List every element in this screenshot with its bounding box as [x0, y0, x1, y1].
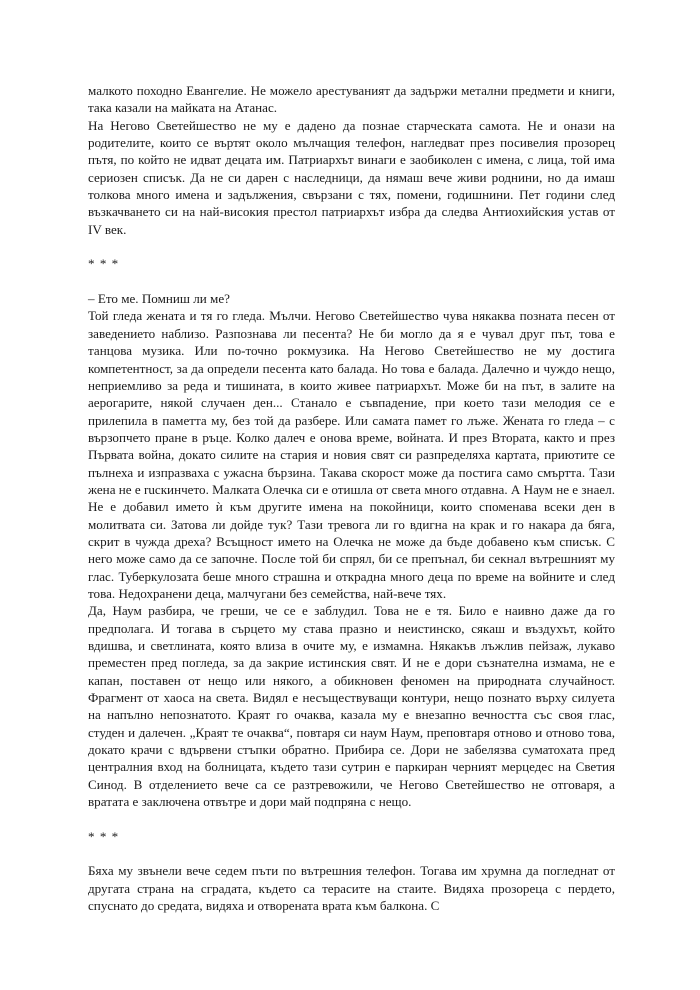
paragraph: Бяха му звънели вече седем пъти по вътрешния телефон. Тогава им хрумна да погледнат от другата страна на сградата, където са терасите на стаите. Видяха прозореца с пердето, спуснато до средата, видяха и отворената врата към балкона. С: [88, 863, 615, 914]
section-separator: * * *: [88, 828, 120, 844]
paragraph: – Ето ме. Помниш ли ме?: [88, 291, 230, 307]
section-separator: * * *: [88, 256, 120, 272]
paragraph: Той гледа жената и тя го гледа. Мълчи. Негово Светейшество чува някаква позната песен от заведението наблизо. Разпознава ли песента? Не би могло да я е чувал друг път, това е танцова музика. Или по-точно рокмузика. На Негово Светейшество не му достига компетентност, за да определи песента като балада. Но това е балада. Далечно и чуждо нещо, неприемливо за реда и тишината, в които живее патриархът. Може би на път, в залите на аерогарите, някой случаен ден... Станало е съвпадение, при което тази мелодия се е прилепила в паметта му, без той да разбере. Или самата памет го лъже. Жената го гледа – с вързопчето пране в ръце. Колко далеч е онова време, войната. И през Втората, както и през Първата война, докато силите на стария и новия свят си разпределяха картата, приютите се пълнеха и изпразваха с ужасна бързина. Такава скорост може да постига само смъртта. Тази жена не е ruскинчето. Малката Олечка си е отишла от света много отдавна. А Наум не е знаел. Не е добавил името ѝ към другите имена на покойници, които споменава всеки ден в молитвата си. Затова ли дойде тук? Тази тревога ли го вдигна на крак и го накара да бяга, скрит в чужда дреха? Всъщност името на Олечка не може да бъде добавено към списък. С него може само да се започне. После той би спрял, би се препънал, би секнал вътрешният му глас. Туберкулозата беше много страшна и открадна много деца по време на войните и след това. Недохранени деца, малчугани без семейства, най-вече тях.: [88, 308, 615, 601]
paragraph: малкото походно Евангелие. Не можело арестуваният да задържи метални предмети и книги, така казали на майката на Атанас.: [88, 83, 615, 116]
document-page: [88, 82, 615, 915]
blank-line: [88, 238, 615, 255]
paragraph: На Негово Светейшество не му е дадено да познае старческата самота. Не и онази на родителите, които се въртят около мълчащия телефон, нагледват през посивелия прозорец пътя, по който не идват децата им. Патриархът винаги е заобиколен с имена, с лица, той има сериозен списък. Да не си дарен с наследници, да нямаш вече живи роднини, но да имаш толкова много имена и задължения, свързани с тях, помени, годишнини. Пет години след възкачването си на най-високия престол патриархът избра да следва Антиохийския устав от IV век.: [88, 117, 615, 237]
blank-line: [88, 845, 615, 862]
paragraph: Да, Наум разбира, че греши, че се е заблудил. Това не е тя. Било е наивно даже да го предполага. И тогава в сърцето му става празно и неистинско, сякаш и въздухът, който вдишва, и светлината, която влиза в очите му, е измамна. Някакъв лъжлив пейзаж, лукаво преместен пред погледа, за да закрие истинския свят. И не е дори съзнателна измама, не е капан, поставен от нещо или някого, а обикновен феномен на природната случайност. Фрагмент от хаоса на света. Видял е несъществуващи контури, нещо познато върху силуета на напълно непознатото. Краят го очаква, казала му е внезапно вечността със своя глас, студен и далечен. „Краят те очаква“, повтаря си наум Наум, преповтаря отново и отново това, докато крачи с вдървени стъпки обратно. Прибира се. Дори не забелязва суматохата пред централния вход на болницата, където тази сутрин е паркиран черният мерцедес на Светия Синод. В отделението вече са се разтревожили, че Негово Светейшество не отговаря, а вратата е заключена отвътре и дори май подпряна с нещо.: [88, 603, 615, 810]
blank-line: [88, 810, 615, 827]
blank-line: [88, 273, 615, 290]
